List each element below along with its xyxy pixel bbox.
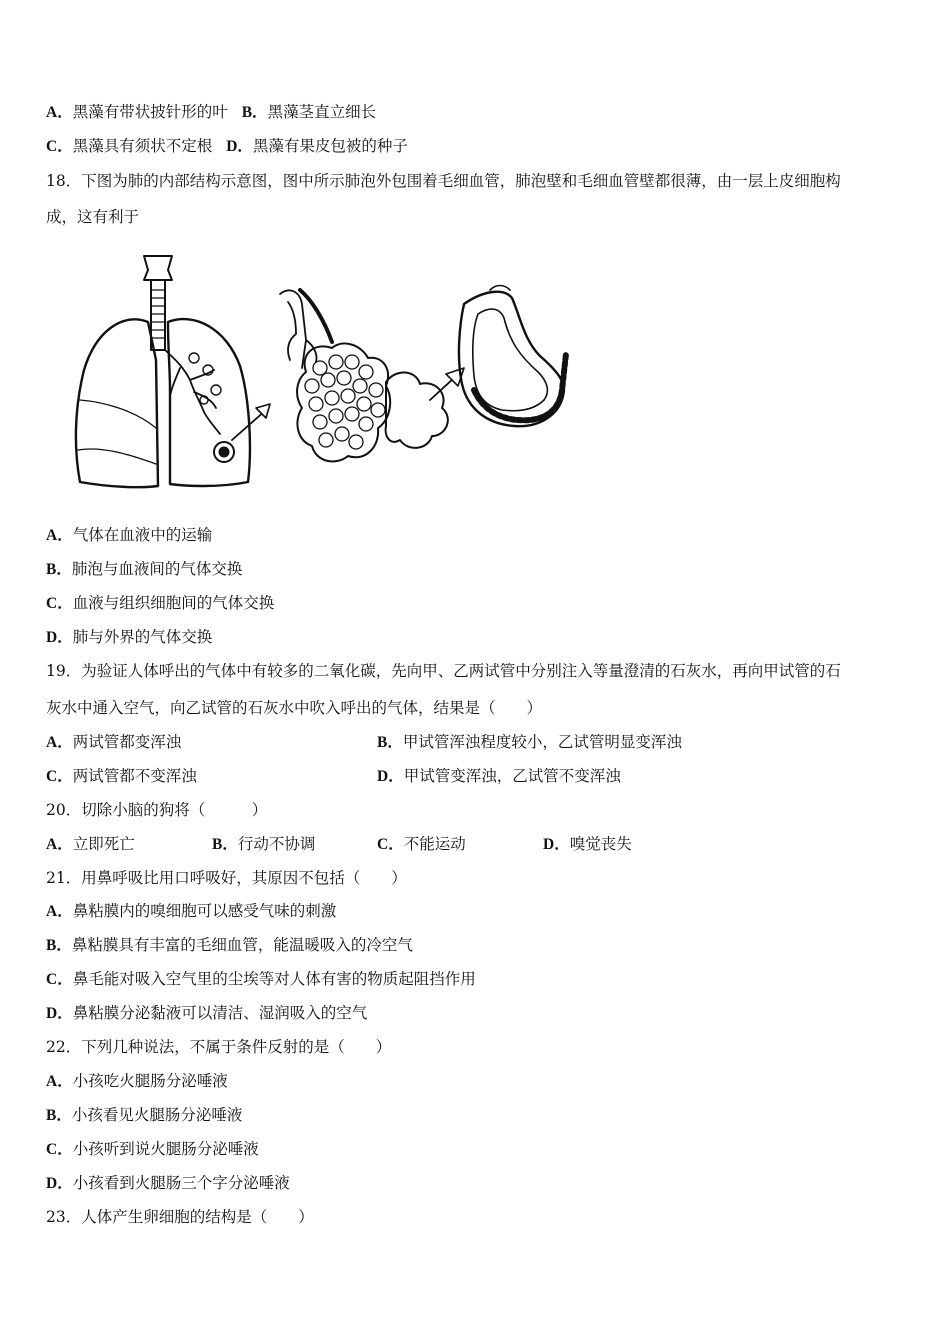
q19-option-b xyxy=(377,732,682,753)
q17-option-d-letter: D． xyxy=(226,138,253,155)
q17-option-c-text: 黑藻具有须状不定根 xyxy=(72,137,213,155)
q17-row-ab xyxy=(46,102,376,123)
q21-option-c-text: 鼻毛能对吸入空气里的尘埃等对人体有害的物质起阻挡作用 xyxy=(72,970,476,988)
q21-option-a-text: 鼻粘膜内的嗅细胞可以感受气味的刺激 xyxy=(72,902,337,920)
q20-option-b-letter: B． xyxy=(212,836,238,853)
alveolus-wall-shape xyxy=(459,292,564,426)
q21-stem: 21．用鼻呼吸比用口呼吸好，其原因不包括（ ） xyxy=(46,869,407,887)
larynx-shape xyxy=(144,256,172,280)
q19-option-c-letter: C． xyxy=(46,768,73,785)
q22-option-a-letter: A． xyxy=(46,1073,73,1090)
q22-option-d xyxy=(46,1173,290,1194)
q18-option-d-text: 肺与外界的气体交换 xyxy=(72,628,213,646)
alveolus-sac-shape xyxy=(386,372,448,447)
q18-stem-line2: 成，这有利于 xyxy=(46,208,140,226)
q19-option-b-letter: B． xyxy=(377,734,403,751)
q22-option-d-letter: D． xyxy=(46,1175,73,1192)
q22-option-c-text: 小孩听到说火腿肠分泌唾液 xyxy=(72,1140,259,1158)
q19-option-a xyxy=(46,732,181,753)
q19-option-d-text: 甲试管变浑浊，乙试管不变浑浊 xyxy=(403,767,621,785)
q18-option-b-text: 肺泡与血液间的气体交换 xyxy=(71,560,243,578)
q19-option-b-text: 甲试管浑浊程度较小，乙试管明显变浑浊 xyxy=(402,733,682,751)
q20-stem: 20．切除小脑的狗将（ ） xyxy=(46,801,268,819)
q17-option-a-letter: A． xyxy=(46,104,73,121)
q20-option-d-letter: D． xyxy=(543,836,570,853)
q17-option-b-letter: B． xyxy=(241,104,268,121)
lung-right-shape xyxy=(168,319,250,486)
q21-option-b-letter: B． xyxy=(46,937,72,954)
q20-option-d xyxy=(543,834,632,855)
q18-option-b xyxy=(46,559,242,580)
q19-option-a-letter: A． xyxy=(46,734,73,751)
q20-option-a xyxy=(46,834,135,855)
q21-option-b xyxy=(46,935,413,956)
q17-row-cd xyxy=(46,136,408,157)
q22-option-d-text: 小孩看到火腿肠三个字分泌唾液 xyxy=(72,1174,290,1192)
q17-option-d-text: 黑藻有果皮包被的种子 xyxy=(252,137,408,155)
q19-stem-line2: 灰水中通入空气，向乙试管的石灰水中吹入呼出的气体，结果是（ ） xyxy=(46,699,543,717)
q22-option-b-text: 小孩看见火腿肠分泌唾液 xyxy=(71,1106,243,1124)
q21-option-b-text: 鼻粘膜具有丰富的毛细血管，能温暖吸入的冷空气 xyxy=(71,936,413,954)
q18-option-a-text: 气体在血液中的运输 xyxy=(72,526,213,544)
q21-option-d-text: 鼻粘膜分泌黏液可以清洁、湿润吸入的空气 xyxy=(72,1004,368,1022)
q19-option-d-letter: D． xyxy=(377,768,404,785)
alveoli-cluster-shape xyxy=(297,343,390,461)
q19-stem-line1: 19．为验证人体呼出的气体中有较多的二氧化碳，先向甲、乙两试管中分别注入等量澄清的石灰水，再向甲试管的石 xyxy=(46,662,841,680)
q21-option-c-letter: C． xyxy=(46,971,73,988)
q20-option-b xyxy=(212,834,315,855)
q20-option-c-letter: C． xyxy=(377,836,404,853)
q19-option-c-text: 两试管都不变浑浊 xyxy=(72,767,197,785)
q18-option-a xyxy=(46,525,212,546)
q21-option-a-letter: A． xyxy=(46,903,73,920)
q18-option-c-text: 血液与组织细胞间的气体交换 xyxy=(72,594,275,612)
q22-option-b-letter: B． xyxy=(46,1107,72,1124)
q19-option-a-text: 两试管都变浑浊 xyxy=(72,733,182,751)
q20-option-d-text: 嗅觉丧失 xyxy=(569,835,632,853)
q18-stem-line1: 18．下图为肺的内部结构示意图，图中所示肺泡外包围着毛细血管，肺泡壁和毛细血管壁都很薄，由一层上皮细胞构 xyxy=(46,172,841,190)
q22-option-a xyxy=(46,1071,228,1092)
q21-option-d xyxy=(46,1003,367,1024)
q20-option-c-text: 不能运动 xyxy=(403,835,466,853)
q17-option-a-text: 黑藻有带状披针形的叶 xyxy=(72,103,228,121)
q21-option-a xyxy=(46,901,336,922)
q18-option-b-letter: B． xyxy=(46,561,72,578)
q21-option-d-letter: D． xyxy=(46,1005,73,1022)
q22-option-c xyxy=(46,1139,259,1160)
q18-option-c xyxy=(46,593,274,614)
q18-option-a-letter: A． xyxy=(46,527,73,544)
q18-option-c-letter: C． xyxy=(46,595,73,612)
q17-option-c-letter: C． xyxy=(46,138,73,155)
arrow-2-shape xyxy=(430,378,454,400)
q21-option-c xyxy=(46,969,476,990)
q17-option-b-text: 黑藻茎直立细长 xyxy=(267,103,377,121)
q18-option-d-letter: D． xyxy=(46,629,73,646)
q19-option-c xyxy=(46,766,197,787)
q20-option-a-letter: A． xyxy=(46,836,73,853)
q20-option-b-text: 行动不协调 xyxy=(237,835,316,853)
q20-option-c xyxy=(377,834,466,855)
lung-structure-figure xyxy=(44,250,574,495)
q20-option-a-text: 立即死亡 xyxy=(72,835,135,853)
q22-option-a-text: 小孩吃火腿肠分泌唾液 xyxy=(72,1072,228,1090)
q19-option-d xyxy=(377,766,621,787)
lung-left-shape xyxy=(76,319,158,487)
q18-option-d xyxy=(46,627,212,648)
q22-option-b xyxy=(46,1105,242,1126)
q22-stem: 22．下列几种说法，不属于条件反射的是（ ） xyxy=(46,1038,392,1056)
q22-option-c-letter: C． xyxy=(46,1141,73,1158)
q23-stem: 23．人体产生卵细胞的结构是（ ） xyxy=(46,1208,314,1226)
